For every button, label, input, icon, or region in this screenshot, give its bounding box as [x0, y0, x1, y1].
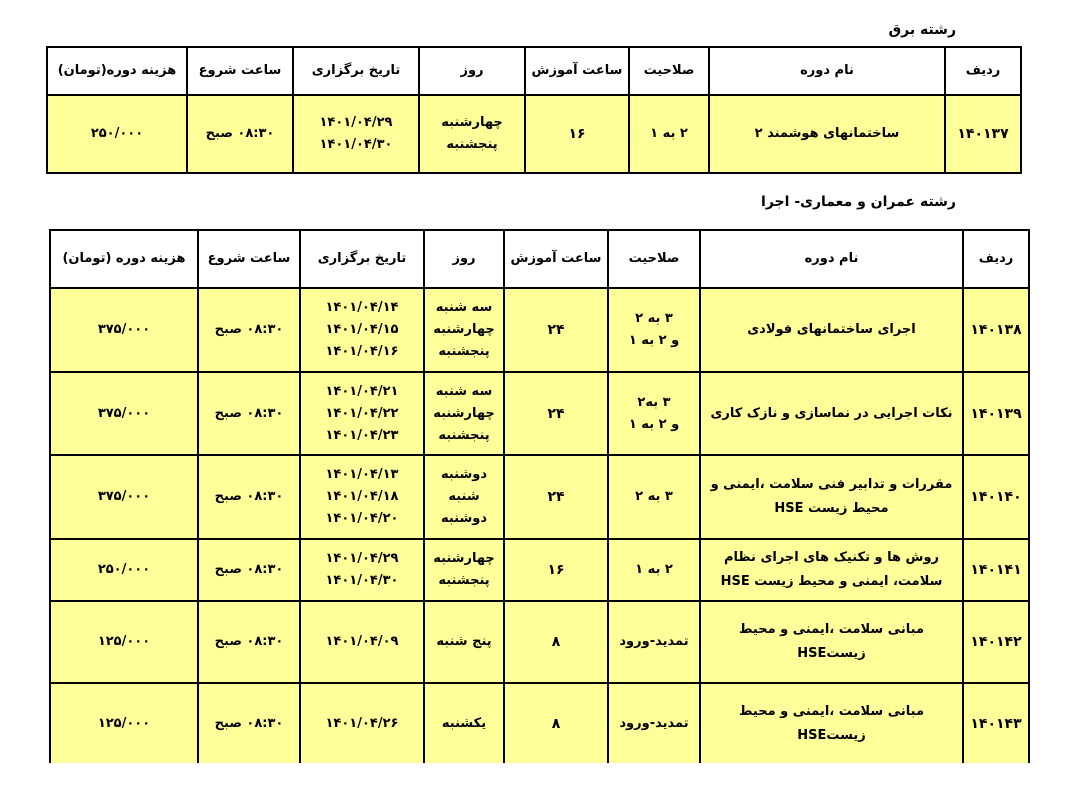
header-fee: هزینه دوره (تومان)	[50, 230, 198, 288]
qualification-line: و ۲ به ۱	[628, 333, 680, 348]
header-date: تاریخ برگزاری	[293, 47, 419, 95]
row-dates	[293, 95, 419, 173]
row-fee: ۳۷۵/۰۰۰	[50, 455, 198, 539]
row-dates	[300, 601, 424, 683]
header-qualification: صلاحیت	[608, 230, 700, 288]
row-course: مبانی سلامت ،ایمنی و محیط زیستHSE	[700, 683, 963, 763]
row-start: ۰۸:۳۰ صبح	[198, 288, 300, 372]
row-hours: ۲۴	[504, 372, 608, 455]
header-hours: ساعت آموزش	[504, 230, 608, 288]
date-line: ۱۴۰۱/۰۴/۲۲	[325, 405, 399, 421]
row-id: ۱۴۰۱۳۸	[963, 288, 1029, 372]
date-line: ۱۴۰۱/۰۴/۳۰	[325, 573, 399, 588]
date-line: ۱۴۰۱/۰۴/۰۹	[325, 634, 399, 649]
row-fee: ۱۲۵/۰۰۰	[50, 683, 198, 763]
row-course: مبانی سلامت ،ایمنی و محیط زیستHSE	[700, 601, 963, 683]
row-hours: ۲۴	[504, 288, 608, 372]
day-line: دوشنبه	[440, 467, 488, 482]
table-row	[50, 455, 1029, 539]
qualification-line: تمدید-ورود	[619, 634, 689, 649]
row-days	[424, 539, 504, 601]
date-line: ۱۴۰۱/۰۴/۲۹	[325, 551, 399, 566]
row-start: ۰۸:۳۰ صبح	[198, 372, 300, 455]
row-fee: ۱۲۵/۰۰۰	[50, 601, 198, 683]
header-hours: ساعت آموزش	[525, 47, 629, 95]
row-qualification	[608, 288, 700, 372]
date-line: ۱۴۰۱/۰۴/۲۶	[325, 715, 399, 731]
date-line: ۱۴۰۱/۰۴/۱۶	[325, 344, 399, 359]
day-line: چهارشنبه	[441, 115, 503, 130]
day-line: چهارشنبه	[433, 322, 495, 337]
row-qualification	[608, 455, 700, 539]
date-line: ۱۴۰۱/۰۴/۱۳	[325, 467, 399, 482]
day-line: دوشنبه	[440, 511, 488, 526]
qualification-line: تمدید-ورود	[619, 715, 689, 731]
date-line: ۱۴۰۱/۰۴/۲۹	[319, 115, 393, 130]
row-start: ۰۸:۳۰ صبح	[187, 95, 293, 173]
row-days	[424, 288, 504, 372]
row-dates	[300, 683, 424, 763]
section-title-electrical: رشته برق	[888, 22, 956, 38]
row-id: ۱۴۰۱۳۹	[963, 372, 1029, 455]
header-fee: هزینه دوره(تومان)	[47, 47, 187, 95]
date-line: ۱۴۰۱/۰۴/۲۱	[325, 383, 399, 399]
qualification-line: ۲ به ۱	[650, 126, 688, 141]
section-title-civil: رشته عمران و معماری- اجرا	[761, 194, 956, 210]
header-id: ردیف	[945, 47, 1021, 95]
table-row	[50, 288, 1029, 372]
table-row	[47, 95, 1021, 173]
day-line: یکشنبه	[441, 715, 487, 731]
row-course: ساختمانهای هوشمند ۲	[709, 95, 945, 173]
row-id: ۱۴۰۱۴۱	[963, 539, 1029, 601]
row-fee: ۲۵۰/۰۰۰	[47, 95, 187, 173]
row-hours: ۲۴	[504, 455, 608, 539]
table-header-row	[47, 47, 1021, 95]
row-dates	[300, 288, 424, 372]
civil-courses-table	[49, 229, 1030, 763]
day-line: پنجشنبه	[438, 427, 490, 443]
day-line: پنجشنبه	[438, 344, 490, 359]
row-start: ۰۸:۳۰ صبح	[198, 539, 300, 601]
row-start: ۰۸:۳۰ صبح	[198, 601, 300, 683]
row-days	[419, 95, 525, 173]
row-dates	[300, 372, 424, 455]
row-dates	[300, 539, 424, 601]
header-day: روز	[419, 47, 525, 95]
row-id: ۱۴۰۱۴۰	[963, 455, 1029, 539]
day-line: چهارشنبه	[433, 405, 495, 421]
date-line: ۱۴۰۱/۰۴/۲۰	[325, 511, 399, 526]
row-fee: ۲۵۰/۰۰۰	[50, 539, 198, 601]
row-days	[424, 455, 504, 539]
row-qualification	[608, 683, 700, 763]
row-qualification	[608, 539, 700, 601]
date-line: ۱۴۰۱/۰۴/۱۸	[325, 489, 399, 504]
date-line: ۱۴۰۱/۰۴/۱۴	[325, 300, 399, 315]
header-course: نام دوره	[700, 230, 963, 288]
day-line: پنج شنبه	[436, 634, 492, 649]
header-date: تاریخ برگزاری	[300, 230, 424, 288]
row-fee: ۳۷۵/۰۰۰	[50, 288, 198, 372]
row-course: نکات اجرایی در نماسازی و نازک کاری	[700, 372, 963, 455]
table-row	[50, 683, 1029, 763]
row-id: ۱۴۰۱۴۲	[963, 601, 1029, 683]
row-start: ۰۸:۳۰ صبح	[198, 683, 300, 763]
header-id: ردیف	[963, 230, 1029, 288]
qualification-line: ۳ به۲	[637, 394, 671, 410]
row-days	[424, 683, 504, 763]
qualification-line: و ۲ به ۱	[628, 416, 680, 432]
table-row	[50, 601, 1029, 683]
date-line: ۱۴۰۱/۰۴/۳۰	[319, 137, 393, 152]
row-hours: ۸	[504, 601, 608, 683]
row-id: ۱۴۰۱۴۳	[963, 683, 1029, 763]
qualification-line: ۳ به ۲	[635, 489, 673, 504]
header-qualification: صلاحیت	[629, 47, 709, 95]
row-hours: ۱۶	[525, 95, 629, 173]
row-id: ۱۴۰۱۳۷	[945, 95, 1021, 173]
electrical-courses-table	[46, 46, 1022, 174]
row-days	[424, 372, 504, 455]
header-course: نام دوره	[709, 47, 945, 95]
row-fee: ۳۷۵/۰۰۰	[50, 372, 198, 455]
day-line: چهارشنبه	[433, 551, 495, 566]
date-line: ۱۴۰۱/۰۴/۱۵	[325, 322, 399, 337]
qualification-line: ۳ به ۲	[635, 311, 673, 326]
header-day: روز	[424, 230, 504, 288]
row-course: مقررات و تدابیر فنی سلامت ،ایمنی و محیط زیست HSE	[700, 455, 963, 539]
day-line: سه شنبه	[435, 383, 493, 399]
table-row	[50, 539, 1029, 601]
table-row	[50, 372, 1029, 455]
row-dates	[300, 455, 424, 539]
row-qualification	[608, 601, 700, 683]
row-qualification	[608, 372, 700, 455]
row-start: ۰۸:۳۰ صبح	[198, 455, 300, 539]
row-qualification	[629, 95, 709, 173]
header-start: ساعت شروع	[187, 47, 293, 95]
row-course: روش ها و تکنیک های اجرای نظام سلامت، ایمنی و محیط زیست HSE	[700, 539, 963, 601]
row-days	[424, 601, 504, 683]
day-line: پنجشنبه	[438, 573, 490, 588]
header-start: ساعت شروع	[198, 230, 300, 288]
day-line: پنجشنبه	[446, 137, 498, 152]
qualification-line: ۲ به ۱	[635, 562, 673, 577]
day-line: شنبه	[448, 489, 480, 504]
row-hours: ۱۶	[504, 539, 608, 601]
row-course: اجرای ساختمانهای فولادی	[700, 288, 963, 372]
row-hours: ۸	[504, 683, 608, 763]
day-line: سه شنبه	[435, 300, 493, 315]
table-header-row	[50, 230, 1029, 288]
date-line: ۱۴۰۱/۰۴/۲۳	[325, 427, 399, 443]
